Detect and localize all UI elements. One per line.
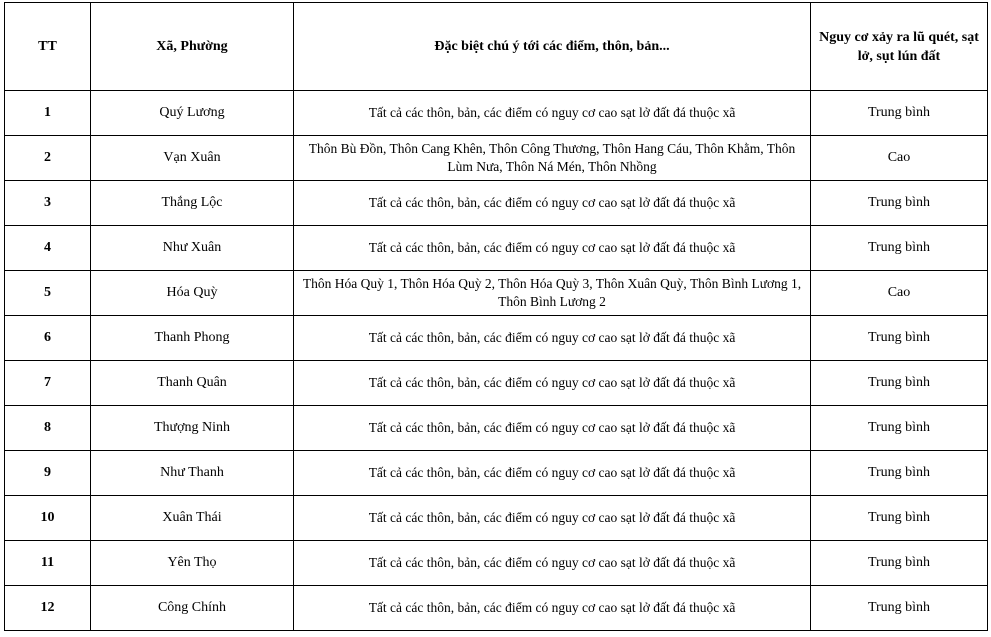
risk-level: Trung bình [811,91,988,136]
row-number: 12 [5,586,91,631]
risk-level: Trung bình [811,316,988,361]
focus-detail [294,316,811,361]
row-number: 3 [5,181,91,226]
commune-name: Như Xuân [91,226,294,271]
commune-name: Công Chính [91,586,294,631]
row-number: 5 [5,271,91,316]
focus-detail [294,136,811,181]
row-number: 7 [5,361,91,406]
focus-detail-text: Tất cả các thôn, bản, các điểm có nguy cơ cao sạt lở đất đá thuộc xã [368,240,736,255]
row-number: 2 [5,136,91,181]
focus-detail [294,226,811,271]
table-row [5,226,988,271]
table-row [5,271,988,316]
header-risk: Nguy cơ xảy ra lũ quét, sạt lở, sụt lún đất [811,3,988,91]
table-body [5,91,988,631]
focus-detail [294,541,811,586]
focus-detail-text: Tất cả các thôn, bản, các điểm có nguy cơ cao sạt lở đất đá thuộc xã [368,420,736,435]
risk-level: Trung bình [811,451,988,496]
row-number: 11 [5,541,91,586]
focus-detail [294,361,811,406]
risk-table [4,2,988,631]
focus-detail-text: Tất cả các thôn, bản, các điểm có nguy cơ cao sạt lở đất đá thuộc xã [368,375,736,390]
focus-detail-text: Tất cả các thôn, bản, các điểm có nguy cơ cao sạt lở đất đá thuộc xã [368,600,736,615]
risk-level: Cao [811,136,988,181]
header-commune: Xã, Phường [91,3,294,91]
table-row [5,451,988,496]
focus-detail-text: Tất cả các thôn, bản, các điểm có nguy cơ cao sạt lở đất đá thuộc xã [368,105,736,120]
commune-name: Thắng Lộc [91,181,294,226]
row-number: 1 [5,91,91,136]
risk-level: Trung bình [811,226,988,271]
commune-name: Quý Lương [91,91,294,136]
table-row [5,586,988,631]
table-row [5,181,988,226]
commune-name: Vạn Xuân [91,136,294,181]
focus-detail-text: Tất cả các thôn, bản, các điểm có nguy cơ cao sạt lở đất đá thuộc xã [368,555,736,570]
commune-name: Như Thanh [91,451,294,496]
focus-detail-text: Thôn Hóa Quỳ 1, Thôn Hóa Quỳ 2, Thôn Hóa Quỳ 3, Thôn Xuân Quỳ, Thôn Bình Lương 1, Thôn Bình Lương 2 [302,276,802,309]
table-row [5,406,988,451]
row-number: 8 [5,406,91,451]
commune-name: Thanh Quân [91,361,294,406]
focus-detail-text: Tất cả các thôn, bản, các điểm có nguy cơ cao sạt lở đất đá thuộc xã [368,465,736,480]
table-row [5,496,988,541]
focus-detail [294,496,811,541]
focus-detail-text: Tất cả các thôn, bản, các điểm có nguy cơ cao sạt lở đất đá thuộc xã [368,510,736,525]
table-row [5,541,988,586]
focus-detail-text: Thôn Bù Đồn, Thôn Cang Khên, Thôn Công Thương, Thôn Hang Cáu, Thôn Khằm, Thôn Lùm Nưa, Thôn Ná Mén, Thôn Nhồng [308,141,796,174]
commune-name: Thượng Ninh [91,406,294,451]
row-number: 9 [5,451,91,496]
commune-name: Thanh Phong [91,316,294,361]
risk-level: Trung bình [811,541,988,586]
table-row [5,136,988,181]
risk-level: Trung bình [811,181,988,226]
commune-name: Xuân Thái [91,496,294,541]
risk-level: Trung bình [811,586,988,631]
table-row [5,316,988,361]
focus-detail [294,451,811,496]
row-number: 4 [5,226,91,271]
header-row [5,3,988,91]
table-row [5,91,988,136]
risk-level: Cao [811,271,988,316]
risk-level: Trung bình [811,406,988,451]
row-number: 10 [5,496,91,541]
header-focus: Đặc biệt chú ý tới các điểm, thôn, bản... [294,3,811,91]
focus-detail [294,91,811,136]
risk-level: Trung bình [811,496,988,541]
header-tt: TT [5,3,91,91]
focus-detail [294,406,811,451]
table-header [5,3,988,91]
focus-detail-text: Tất cả các thôn, bản, các điểm có nguy cơ cao sạt lở đất đá thuộc xã [368,195,736,210]
row-number: 6 [5,316,91,361]
focus-detail-text: Tất cả các thôn, bản, các điểm có nguy cơ cao sạt lở đất đá thuộc xã [368,330,736,345]
focus-detail [294,181,811,226]
focus-detail [294,586,811,631]
table-row [5,361,988,406]
risk-level: Trung bình [811,361,988,406]
commune-name: Hóa Quỳ [91,271,294,316]
commune-name: Yên Thọ [91,541,294,586]
focus-detail [294,271,811,316]
